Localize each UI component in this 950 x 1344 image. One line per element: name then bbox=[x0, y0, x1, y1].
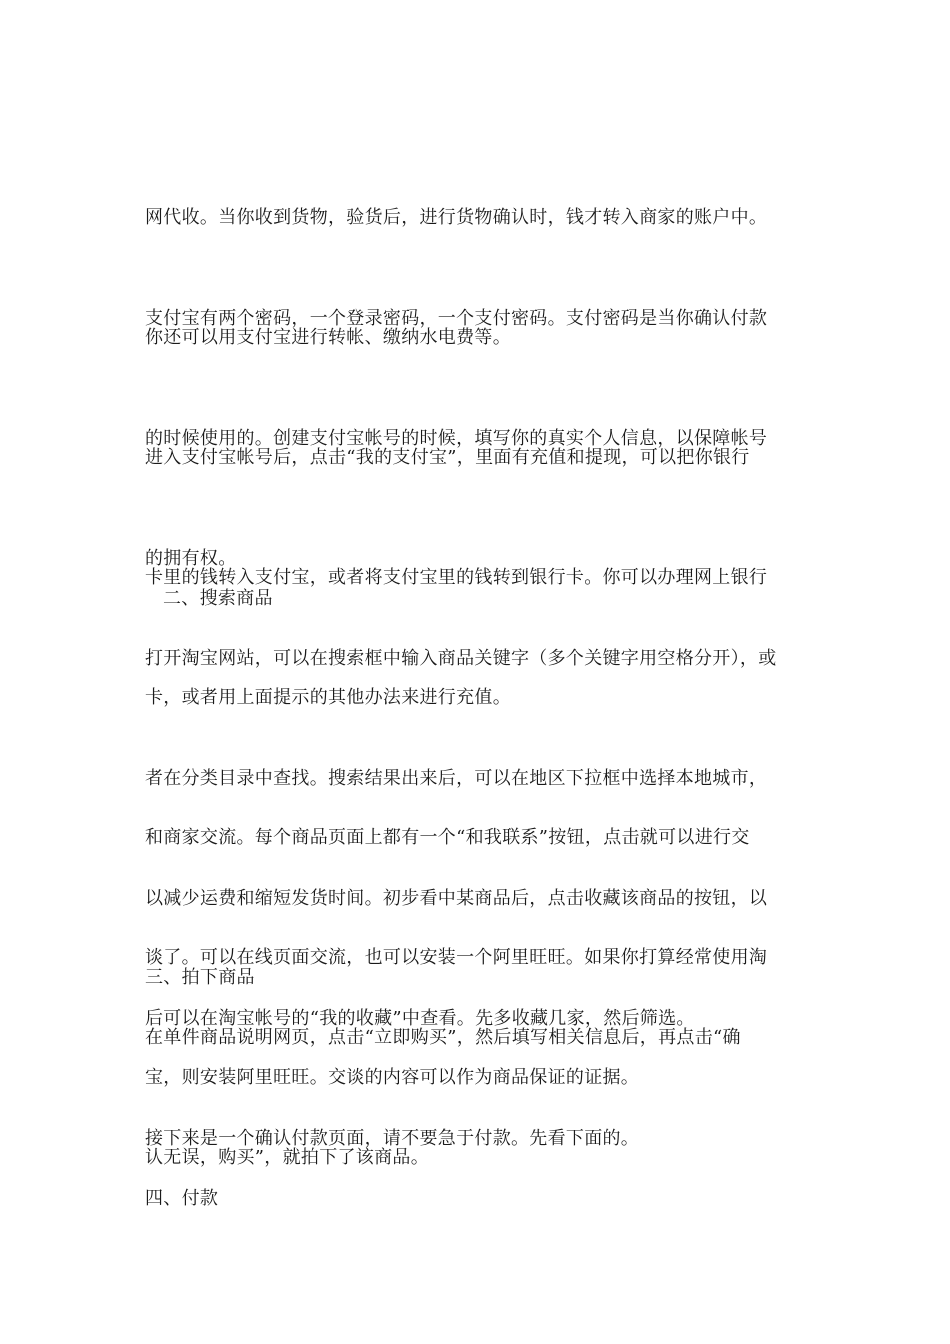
text-line: 和商家交流。每个商品页面上都有一个“和我联系”按钮，点击就可以进行交 bbox=[145, 827, 750, 848]
section-heading-payment bbox=[145, 1099, 810, 1299]
text-line: 在单件商品说明网页，点击“立即购买”，然后填写相关信息后，再点击“确 bbox=[145, 1027, 741, 1048]
heading-text: 三、拍下商品 bbox=[145, 967, 255, 988]
text-line: 卡，或者用上面提示的其他办法来进行充值。 bbox=[145, 687, 511, 708]
text-line: 以减少运费和缩短发货时间。初步看中某商品后，点击收藏该商品的按钮，以 bbox=[145, 888, 768, 909]
text-line: 认无误，购买”，就拍下了该商品。 bbox=[145, 1147, 430, 1168]
text-line: 支付宝有两个密码，一个登录密码，一个支付密码。支付密码是当你确认付款 bbox=[145, 308, 768, 329]
heading-text: 四、付款 bbox=[145, 1188, 219, 1209]
text-line: 卡里的钱转入支付宝，或者将支付宝里的钱转到银行卡。你可以办理网上银行 bbox=[145, 567, 768, 588]
text-line: 打开淘宝网站，可以在搜索框中输入商品关键字（多个关键字用空格分开），或 bbox=[145, 648, 777, 669]
heading-text: 二、搜索商品 bbox=[163, 588, 273, 609]
text-line: 宝，则安装阿里旺旺。交谈的内容可以作为商品保证的证据。 bbox=[145, 1067, 640, 1088]
text-line: 者在分类目录中查找。搜索结果出来后，可以在地区下拉框中选择本地城市， bbox=[145, 768, 768, 789]
text-line: 网代收。当你收到货物，验货后，进行货物确认时，钱才转入商家的账户中。 bbox=[145, 207, 768, 228]
text-line: 进入支付宝帐号后，点击“我的支付宝”，里面有充值和提现，可以把你银行 bbox=[145, 447, 750, 468]
text-line: 接下来是一个确认付款页面，请不要急于付款。先看下面的。 bbox=[145, 1128, 640, 1149]
text-line: 的拥有权。 bbox=[145, 548, 237, 569]
text-line: 的时候使用的。创建支付宝帐号的时候，填写你的真实个人信息，以保障帐号 bbox=[145, 428, 768, 449]
text-line: 谈了。可以在线页面交流，也可以安装一个阿里旺旺。如果你打算经常使用淘 bbox=[145, 947, 768, 968]
text-line: 你还可以用支付宝进行转帐、缴纳水电费等。 bbox=[145, 327, 511, 348]
text-line: 后可以在淘宝帐号的“我的收藏”中查看。先多收藏几家，然后筛选。 bbox=[145, 1008, 695, 1029]
